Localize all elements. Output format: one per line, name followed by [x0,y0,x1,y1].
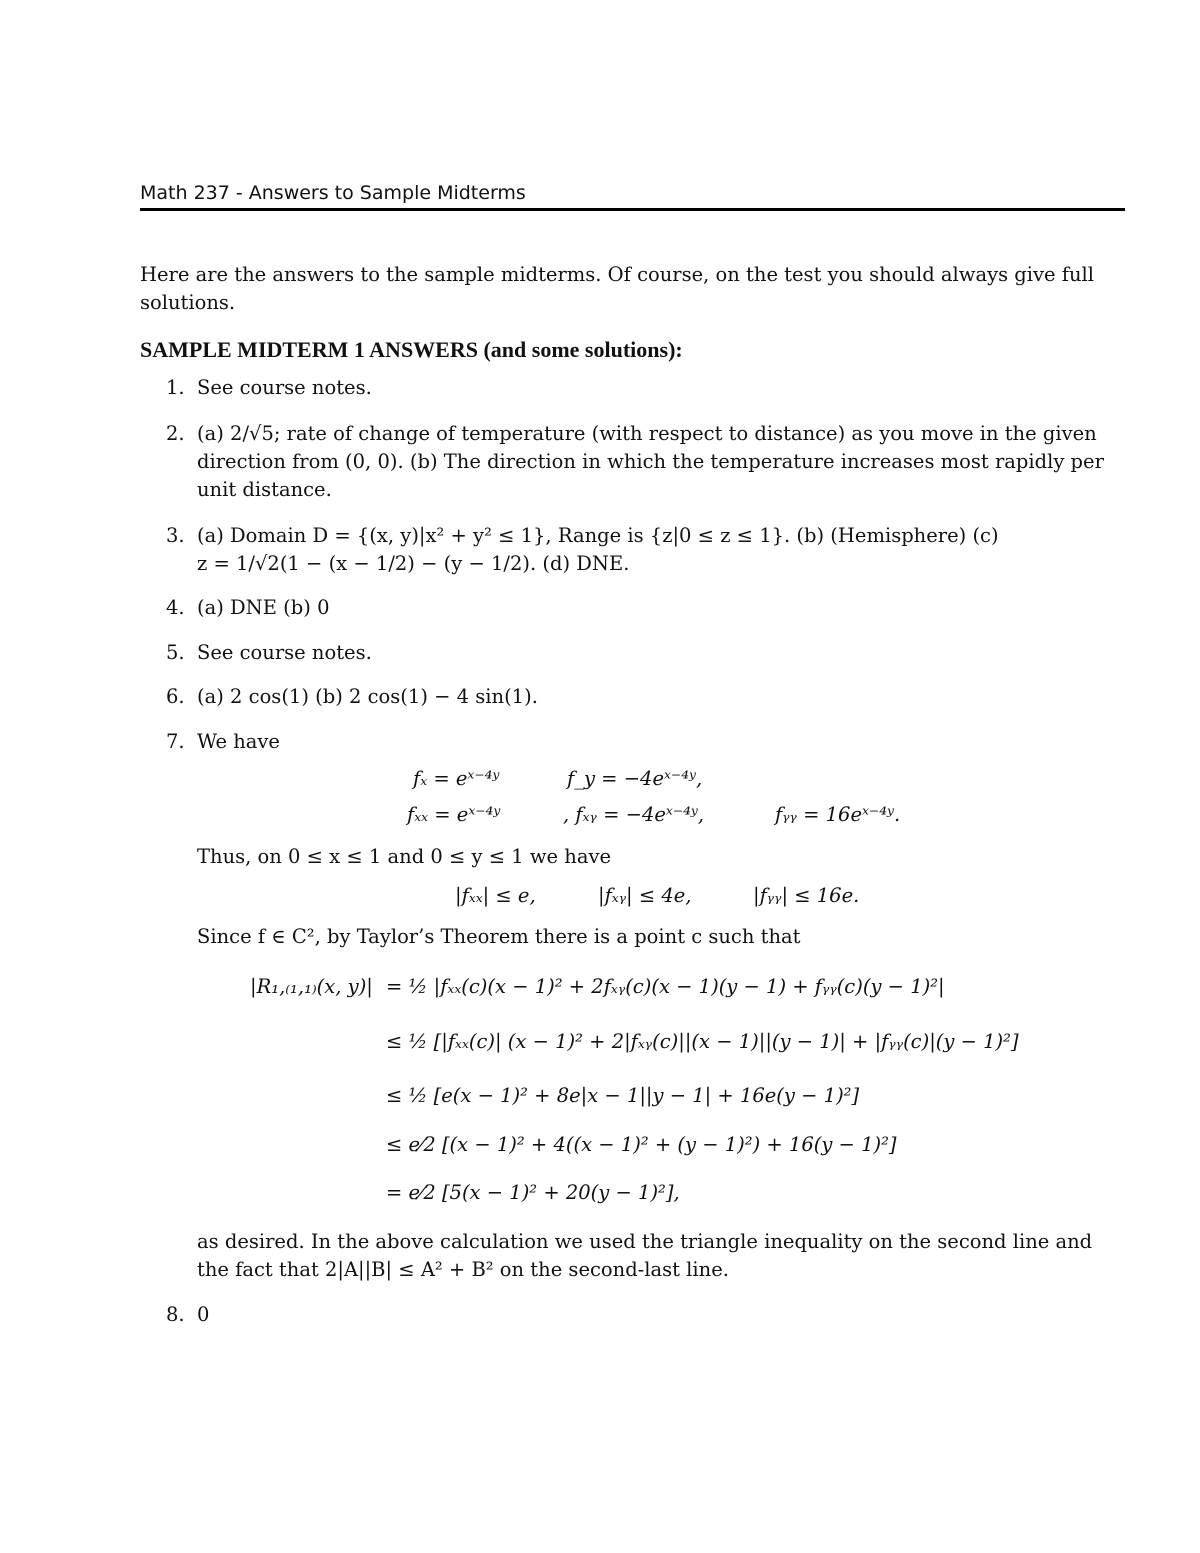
answer-text: z = 1/√2(1 − (x − 1/2) − (y − 1/2). (d) DNE. [197,552,630,575]
intro-line-1: Here are the answers to the sample midterms. Of course, on the test you should always give full [140,263,1095,286]
calc-line-3: ≤ ½ [e(x − 1)² + 8e|x − 1||y − 1| + 16e(y − 1)²] [386,1084,860,1107]
answer-text: (a) Domain D = {(x, y)|x² + y² ≤ 1}, Range is {z|0 ≤ z ≤ 1}. (b) (Hemisphere) (c) [197,524,999,547]
answer-text: (a) DNE (b) 0 [197,596,330,619]
equation-fyy: fᵧᵧ = 16eˣ⁻⁴ʸ. [775,803,901,826]
since-line: Since f ∈ C², by Taylor’s Theorem there is a point c such that [197,925,801,948]
answer-number: 3. [166,524,185,547]
answer-number: 2. [166,422,185,445]
intro-line-2: solutions. [140,291,236,314]
answer-text: unit distance. [197,478,332,501]
calc-line-1: = ½ |fₓₓ(c)(x − 1)² + 2fₓᵧ(c)(x − 1)(y − 1) + fᵧᵧ(c)(y − 1)²| [386,975,945,998]
equation-fxx: fₓₓ = eˣ⁻⁴ʸ [407,803,501,826]
remainder-lhs: |R₁,₍₁,₁₎(x, y)| [250,975,373,998]
answer-text: We have [197,730,280,753]
answer-text: (a) 2 cos(1) (b) 2 cos(1) − 4 sin(1). [197,685,538,708]
equation-fy: f_y = −4eˣ⁻⁴ʸ, [567,767,703,790]
equation-fx: fₓ = eˣ⁻⁴ʸ [413,767,500,790]
answer-text: direction from (0, 0). (b) The direction in which the temperature increases most rapidly per [197,450,1104,473]
answer-text: See course notes. [197,376,372,399]
bound-fxx: |fₓₓ| ≤ e, [455,884,536,907]
answer-number: 6. [166,685,185,708]
answer-text: 0 [197,1303,210,1326]
conclusion-line-1: as desired. In the above calculation we used the triangle inequality on the second line and [197,1230,1093,1253]
answer-number: 4. [166,596,185,619]
answer-text: See course notes. [197,641,372,664]
answer-text: (a) 2/√5; rate of change of temperature (with respect to distance) as you move in the given [197,422,1097,445]
calc-line-5: = e⁄2 [5(x − 1)² + 20(y − 1)²], [386,1181,680,1204]
calc-line-2: ≤ ½ [|fₓₓ(c)| (x − 1)² + 2|fₓᵧ(c)||(x − 1)||(y − 1)| + |fᵧᵧ(c)|(y − 1)²] [386,1030,1019,1053]
answer-number: 1. [166,376,185,399]
bound-fxy: |fₓᵧ| ≤ 4e, [598,884,692,907]
header-rule [140,208,1125,211]
bound-fyy: |fᵧᵧ| ≤ 16e. [753,884,860,907]
answer-number: 5. [166,641,185,664]
thus-line: Thus, on 0 ≤ x ≤ 1 and 0 ≤ y ≤ 1 we have [197,845,612,868]
section-heading: SAMPLE MIDTERM 1 ANSWERS (and some solutions): [140,337,683,362]
answer-number: 7. [166,730,185,753]
page-header-title: Math 237 - Answers to Sample Midterms [140,182,526,204]
calc-line-4: ≤ e⁄2 [(x − 1)² + 4((x − 1)² + (y − 1)²) + 16(y − 1)²] [386,1133,897,1156]
equation-fxy: , fₓᵧ = −4eˣ⁻⁴ʸ, [563,803,705,826]
conclusion-line-2: the fact that 2|A||B| ≤ A² + B² on the second-last line. [197,1258,729,1281]
answer-number: 8. [166,1303,185,1326]
